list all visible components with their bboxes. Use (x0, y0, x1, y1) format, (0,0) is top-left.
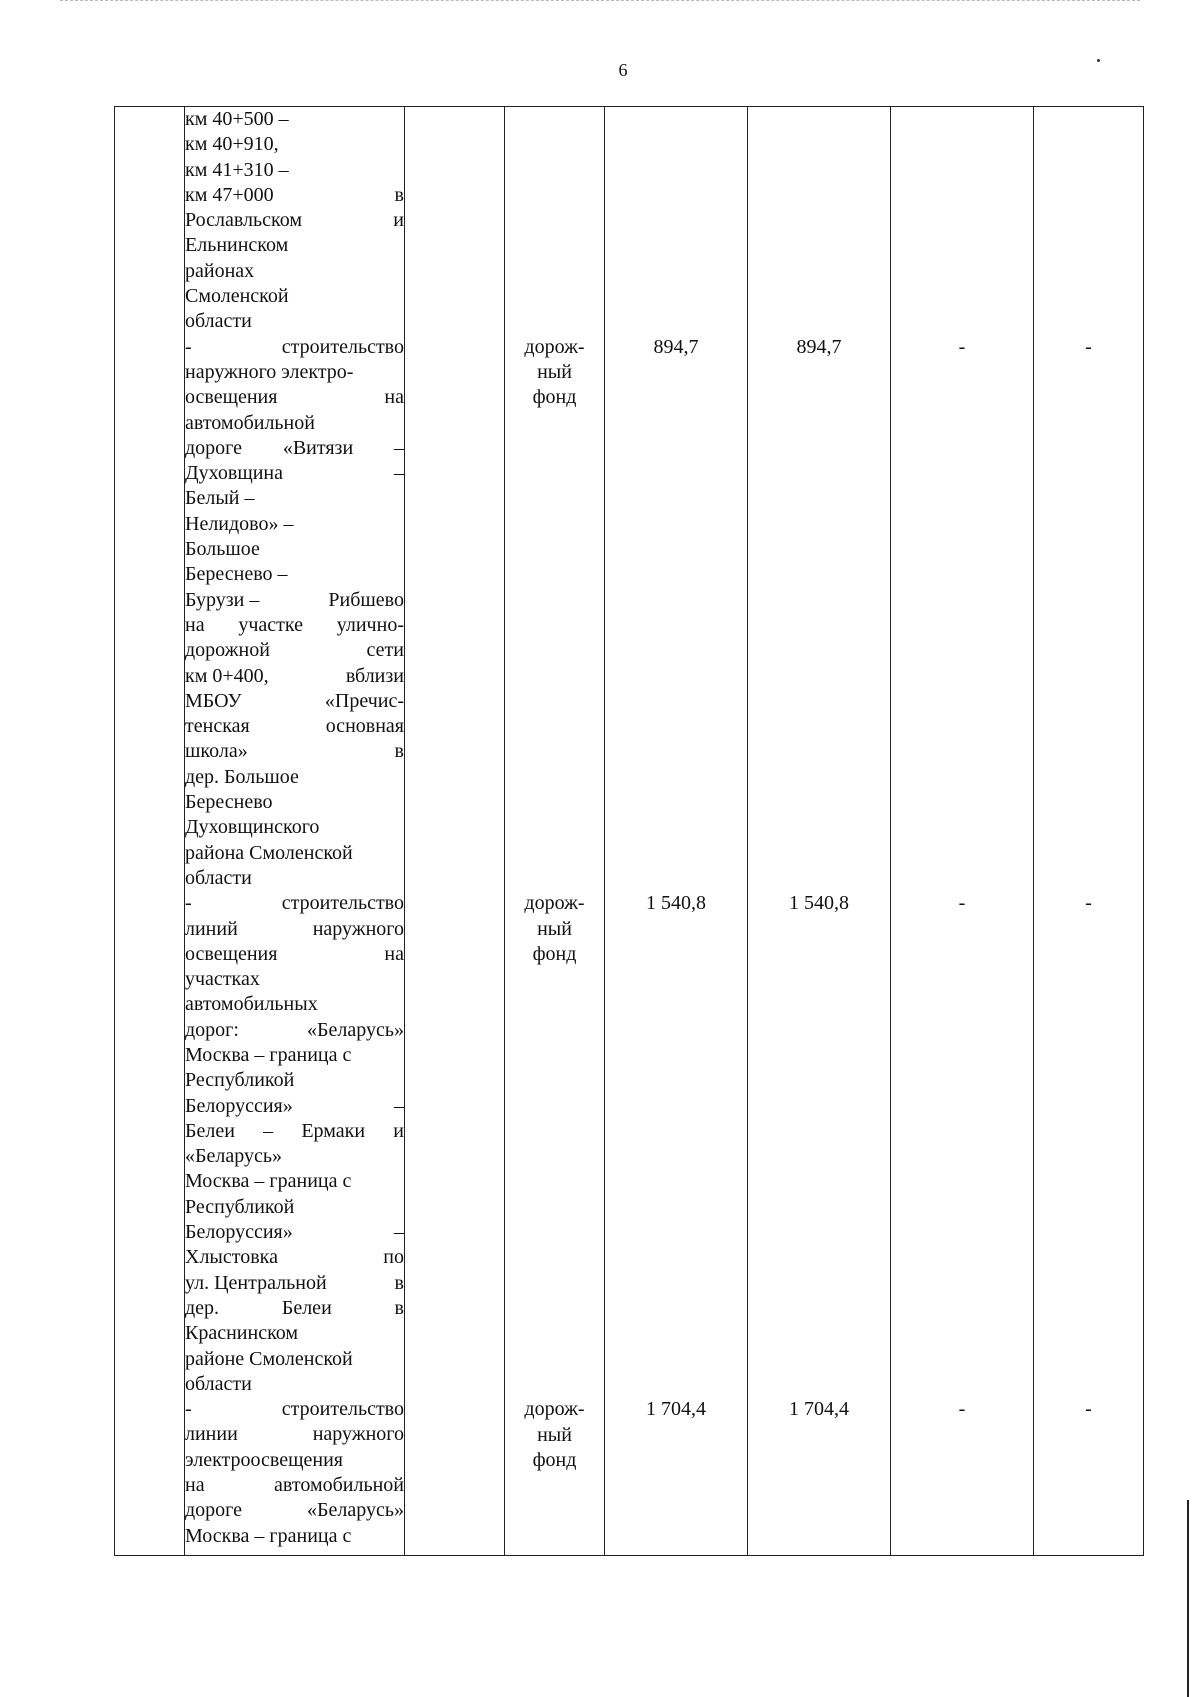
description-line (185, 1018, 404, 1043)
description-word: Большое (185, 538, 260, 561)
description-word: ул. Центральной (185, 1271, 327, 1294)
description-word: строительство (281, 335, 404, 358)
amount-value (748, 1397, 890, 1422)
col7-value-text: - (958, 1398, 966, 1421)
description-word: Смоленской (185, 285, 289, 308)
scan-right-edge (1187, 1500, 1189, 1697)
description-word: автомобильной (185, 411, 315, 434)
description-line (185, 360, 404, 385)
description-word: в (394, 183, 404, 206)
col8-value (1034, 335, 1143, 360)
description-line (185, 284, 404, 309)
description-word: участках (185, 968, 260, 991)
funding-source-text: фонд (532, 386, 577, 409)
description-line (185, 309, 404, 334)
description-word: дорог: (185, 1018, 239, 1041)
description-word: – (393, 436, 404, 459)
description-line (185, 841, 404, 866)
document-table (114, 106, 1144, 1556)
description-word: «Пречис- (324, 689, 404, 712)
amount-value (748, 891, 890, 916)
scan-speck (1097, 59, 1100, 62)
funding-source (505, 891, 604, 967)
description-line (185, 1448, 404, 1473)
description-line (185, 891, 404, 916)
description-word: Нелидово» – (185, 512, 294, 535)
description-line (185, 233, 404, 258)
description-word: наружного электро- (185, 360, 354, 383)
description-line (185, 815, 404, 840)
description-word: Республикой (185, 1069, 295, 1092)
description-line (185, 1422, 404, 1447)
description-word: Москва – граница с (185, 1043, 352, 1066)
description-line (185, 1271, 404, 1296)
col-amount-cell (748, 107, 891, 1556)
amount-value (748, 335, 890, 360)
description-word: области (185, 866, 252, 889)
description-line (185, 208, 404, 233)
description-line (185, 512, 404, 537)
description-word: освещения (185, 942, 278, 965)
col8-value-text: - (1085, 335, 1092, 358)
description-word: участке (238, 613, 303, 636)
col8-value (1034, 1397, 1143, 1422)
description-line (185, 259, 404, 284)
description-word: дороге (185, 436, 242, 459)
description-word: - (185, 1398, 192, 1421)
description-word: Хлыстовка (185, 1246, 278, 1269)
description-word: – (394, 1094, 404, 1117)
description-word: и (393, 209, 404, 232)
description-line (185, 1524, 404, 1549)
description-word: Рибшево (328, 588, 404, 611)
funding-source-text: дорож- (524, 892, 585, 915)
description-word: районе Смоленской (185, 1347, 353, 1370)
col7-value-text: - (958, 892, 966, 915)
description-word: км 40+910, (185, 133, 279, 156)
description-word: – (394, 1221, 404, 1244)
description-word: строительство (281, 892, 404, 915)
description-word: км 41+310 – (185, 158, 289, 181)
col8-value (1034, 891, 1143, 916)
total-value (605, 891, 747, 916)
description-word: Москва – граница с (185, 1170, 352, 1193)
description-line (185, 1094, 404, 1119)
description-word: Республикой (185, 1195, 295, 1218)
description-line (185, 436, 404, 461)
description-word: Рославльском (185, 209, 302, 232)
description-line (185, 1119, 404, 1144)
description-word: Бурузи – (185, 588, 260, 611)
description-line (185, 158, 404, 183)
description-line (185, 1068, 404, 1093)
amount-value-text: 894,7 (796, 335, 842, 358)
description-line (185, 992, 404, 1017)
funding-source-text: фонд (532, 942, 577, 965)
description-word: наружного (312, 917, 404, 940)
description-line (185, 1473, 404, 1498)
description-line (185, 714, 404, 739)
description-word: освещения (185, 386, 278, 409)
description-word: электроосвещения (185, 1448, 343, 1471)
description-word: сети (366, 639, 404, 662)
amount-value-text: 1 704,4 (789, 1398, 849, 1421)
description-word: дер. (185, 1296, 220, 1319)
description-line (185, 411, 404, 436)
description-line (185, 1144, 404, 1169)
description-word: автомобильных (185, 993, 318, 1016)
description-word: улично- (336, 613, 404, 636)
description-word: вблизи (345, 664, 404, 687)
description-word: в (394, 1271, 404, 1294)
description-line (185, 1043, 404, 1068)
description-word: км 40+500 – (185, 108, 289, 130)
description-word: «Беларусь» (307, 1018, 404, 1041)
description-word: Береснево (185, 791, 273, 814)
description-word: основная (325, 715, 404, 738)
description-line (185, 866, 404, 891)
description-line (185, 461, 404, 486)
total-value-text: 894,7 (653, 335, 699, 358)
funding-source (505, 335, 604, 411)
description-word: дер. Большое (185, 765, 299, 788)
description-word: линий (185, 917, 238, 940)
description-line (185, 765, 404, 790)
description-word: Белый – (185, 487, 255, 510)
description-line (185, 183, 404, 208)
description-word: – (394, 462, 404, 485)
table-row (115, 107, 1144, 1556)
description-word: строительство (281, 1398, 404, 1421)
description-word: на (384, 942, 404, 965)
col7-value (891, 891, 1033, 916)
description-word: МБОУ (185, 689, 242, 712)
description-word: Краснинском (185, 1322, 299, 1345)
description-line (185, 664, 404, 689)
description-line (185, 107, 404, 132)
description-word: на (185, 1474, 205, 1497)
description-line (185, 1296, 404, 1321)
description-word: Белоруссия» (185, 1094, 293, 1117)
col-description-cell (185, 107, 405, 1556)
description-word: Духовщинского (185, 816, 320, 839)
col-total-cell (605, 107, 748, 1556)
description-line (185, 588, 404, 613)
description-word: на (384, 386, 404, 409)
description-line (185, 1220, 404, 1245)
page-number: 6 (618, 60, 628, 80)
description-line (185, 1347, 404, 1372)
description-word: дорожной (185, 639, 270, 662)
funding-source-text: дорож- (524, 1398, 585, 1421)
description-line (185, 638, 404, 663)
description-word: «Беларусь» (307, 1499, 404, 1522)
description-word: - (185, 335, 192, 358)
funding-source-text: ный (537, 360, 572, 383)
description-line (185, 132, 404, 157)
description-line (185, 689, 404, 714)
description-line (185, 1245, 404, 1270)
description-word: «Витязи (282, 436, 354, 459)
description-word: Береснево – (185, 563, 288, 586)
description-line (185, 385, 404, 410)
description-line (185, 1195, 404, 1220)
description-word: линии (185, 1423, 238, 1446)
description-word: Белеи (281, 1296, 332, 1319)
description-word: в (394, 1296, 404, 1319)
funding-source-text: ный (537, 1423, 572, 1446)
total-value-text: 1 540,8 (646, 892, 706, 915)
description-word: км 47+000 (185, 183, 274, 206)
description-word: области (185, 1372, 252, 1395)
description-word: наружного (312, 1423, 404, 1446)
description-word: «Беларусь» (185, 1145, 282, 1168)
total-value (605, 335, 747, 360)
description-line (185, 486, 404, 511)
description-word: по (383, 1246, 404, 1269)
description-line (185, 335, 404, 360)
description-word: района Смоленской (185, 841, 353, 864)
description-word: Ельнинском (185, 234, 289, 257)
description-line (185, 562, 404, 587)
funding-source-text: ный (537, 917, 572, 940)
description-line (185, 942, 404, 967)
col8-value-text: - (1085, 892, 1092, 915)
col-eight-cell (1034, 107, 1144, 1556)
funding-source-text: дорож- (524, 335, 585, 358)
funding-source (505, 1397, 604, 1473)
description-line (185, 917, 404, 942)
col-funding-source-cell (505, 107, 605, 1556)
description-word: - (185, 892, 192, 915)
description-word: Ермаки (301, 1119, 366, 1142)
col7-value-text: - (958, 335, 966, 358)
description-word: – (263, 1119, 274, 1142)
description-line (185, 967, 404, 992)
description-word: Белоруссия» (185, 1221, 293, 1244)
description-word: районах (185, 259, 255, 282)
amount-value-text: 1 540,8 (789, 892, 849, 915)
description-word: Москва – граница с (185, 1524, 352, 1547)
description-line (185, 1498, 404, 1523)
description-word: школа» (185, 740, 248, 763)
col7-value (891, 1397, 1033, 1422)
total-value (605, 1397, 747, 1422)
description-word: в (394, 740, 404, 763)
col7-value (891, 335, 1033, 360)
description-word: тенская (185, 715, 250, 738)
description-word: автомобильной (274, 1474, 404, 1497)
total-value-text: 1 704,4 (646, 1398, 706, 1421)
description-word: Белеи (185, 1119, 235, 1142)
description-word: на (185, 613, 205, 636)
description-word: и (393, 1119, 404, 1142)
col8-value-text: - (1085, 1398, 1092, 1421)
description-line (185, 1169, 404, 1194)
description-line (185, 1321, 404, 1346)
description-word: км 0+400, (185, 664, 269, 687)
description-line (185, 1372, 404, 1397)
description-word: Духовщина (185, 462, 284, 485)
col-seven-cell (891, 107, 1034, 1556)
description-line (185, 739, 404, 764)
scan-top-edge (60, 0, 1140, 1)
col-empty-cell (405, 107, 505, 1556)
description-line (185, 790, 404, 815)
description-line (185, 537, 404, 562)
description-word: дороге (185, 1499, 242, 1522)
description-word: области (185, 310, 252, 333)
description-line (185, 1397, 404, 1422)
description-line (185, 613, 404, 638)
funding-source-text: фонд (532, 1448, 577, 1471)
col-number-cell (115, 107, 185, 1556)
